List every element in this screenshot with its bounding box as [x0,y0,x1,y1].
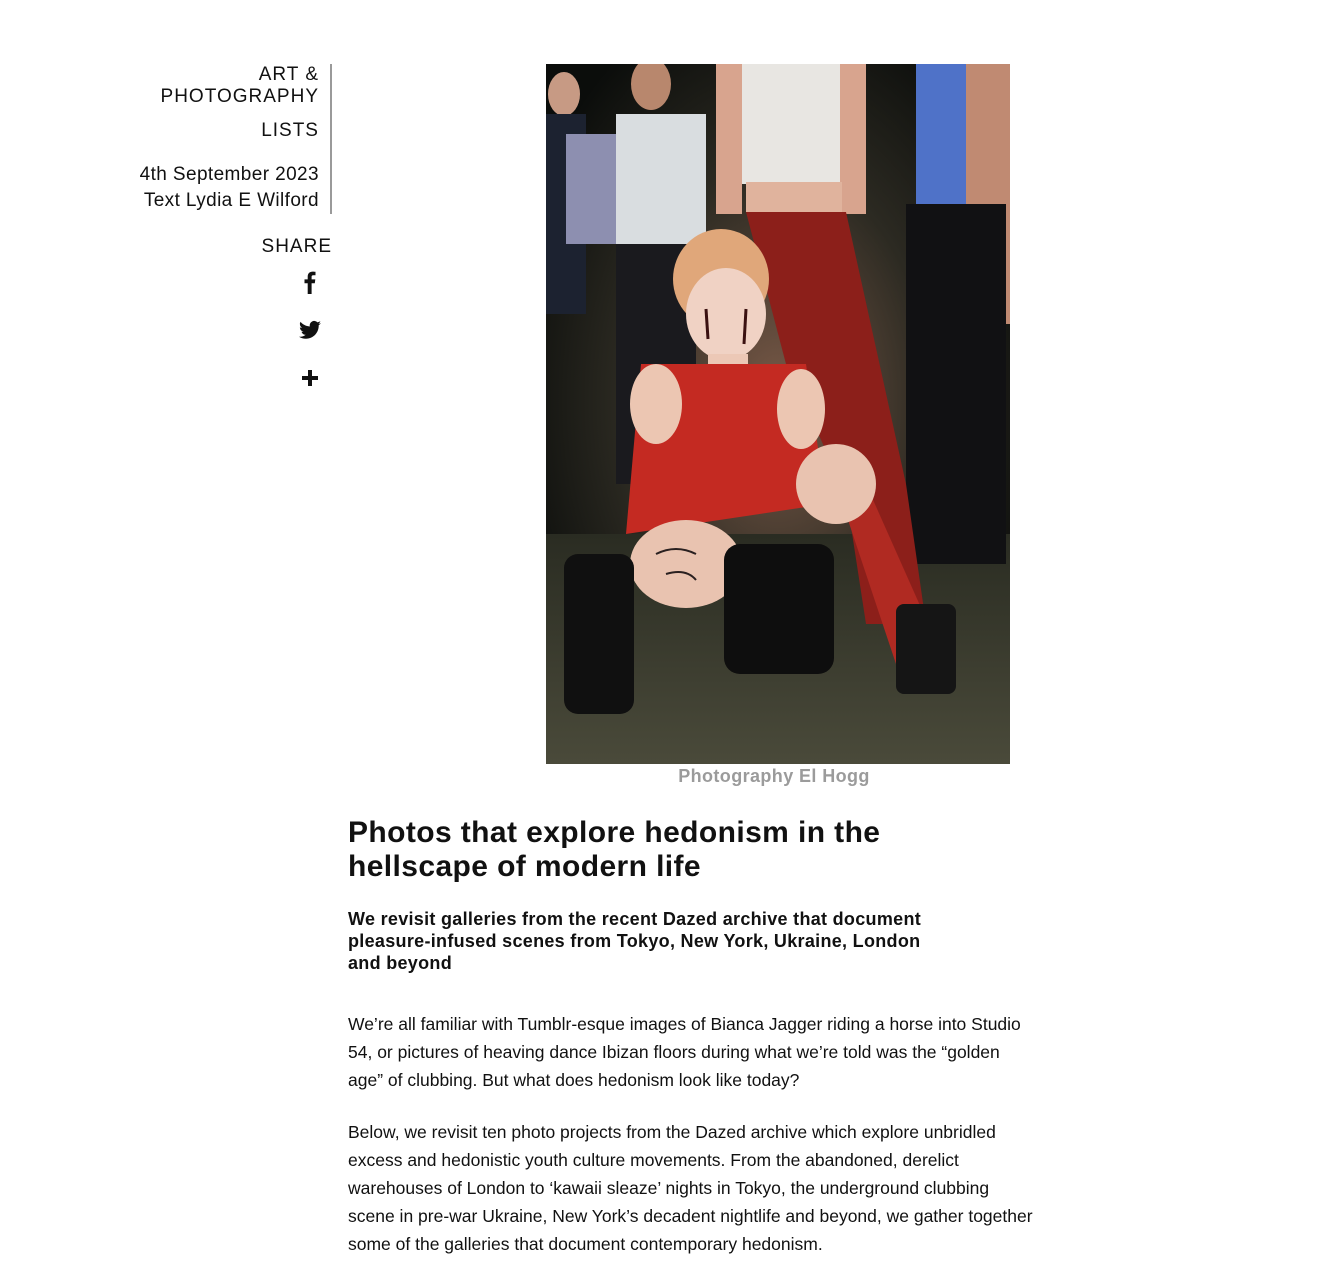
twitter-icon[interactable] [298,318,322,342]
standfirst-line-1: We revisit galleries from the recent Dazed archive that document [348,909,922,929]
article-sidebar [80,64,332,258]
p1-line-3: age” of clubbing. But what does hedonism look like today? [348,1070,800,1090]
section-line-1: ART & [258,64,319,85]
photo-caption: Photography El Hogg [678,766,870,786]
article-body [348,816,1108,1258]
publish-date: 4th September 2023 [139,164,319,185]
author-credit: Text Lydia E Wilford [143,190,319,211]
facebook-icon[interactable] [298,270,322,294]
p2-line-3: warehouses of London to ‘kawaii sleaze’ nights in Tokyo, the underground clubbing [348,1178,990,1198]
article-standfirst [348,908,1068,974]
standfirst-line-3: and beyond [348,953,453,973]
p2-line-1: Below, we revisit ten photo projects from the Dazed archive which explore unbridled [348,1122,996,1142]
hero-photo [546,64,1010,764]
share-icons [298,270,322,414]
section-line-2: PHOTOGRAPHY [160,86,319,107]
headline-line-1: Photos that explore hedonism in the [348,816,881,849]
share-label: SHARE [261,236,332,257]
article-headline [348,816,1108,884]
p2-line-4: scene in pre-war Ukraine, New York’s decadent nightlife and beyond, we gather together [348,1206,1033,1226]
p2-line-5: some of the galleries that document contemporary hedonism. [348,1234,823,1254]
hero-photo-illustration [546,64,1010,764]
p1-line-2: 54, or pictures of heaving dance Ibizan floors during what we’re told was the “golden [348,1042,1000,1062]
lists-link[interactable]: LISTS [261,120,319,141]
article-meta [80,64,332,214]
p1-line-1: We’re all familiar with Tumblr-esque images of Bianca Jagger riding a horse into Studio [348,1014,1021,1034]
article-paragraph-1 [348,1010,1100,1094]
standfirst-line-2: pleasure-infused scenes from Tokyo, New York, Ukraine, London [348,931,921,951]
article-paragraph-2 [348,1118,1100,1258]
headline-line-2: hellscape of modern life [348,850,702,883]
plus-icon[interactable] [298,366,322,390]
section-link-art-photography[interactable] [80,64,319,108]
p2-line-2: excess and hedonistic youth culture movements. From the abandoned, derelict [348,1150,959,1170]
